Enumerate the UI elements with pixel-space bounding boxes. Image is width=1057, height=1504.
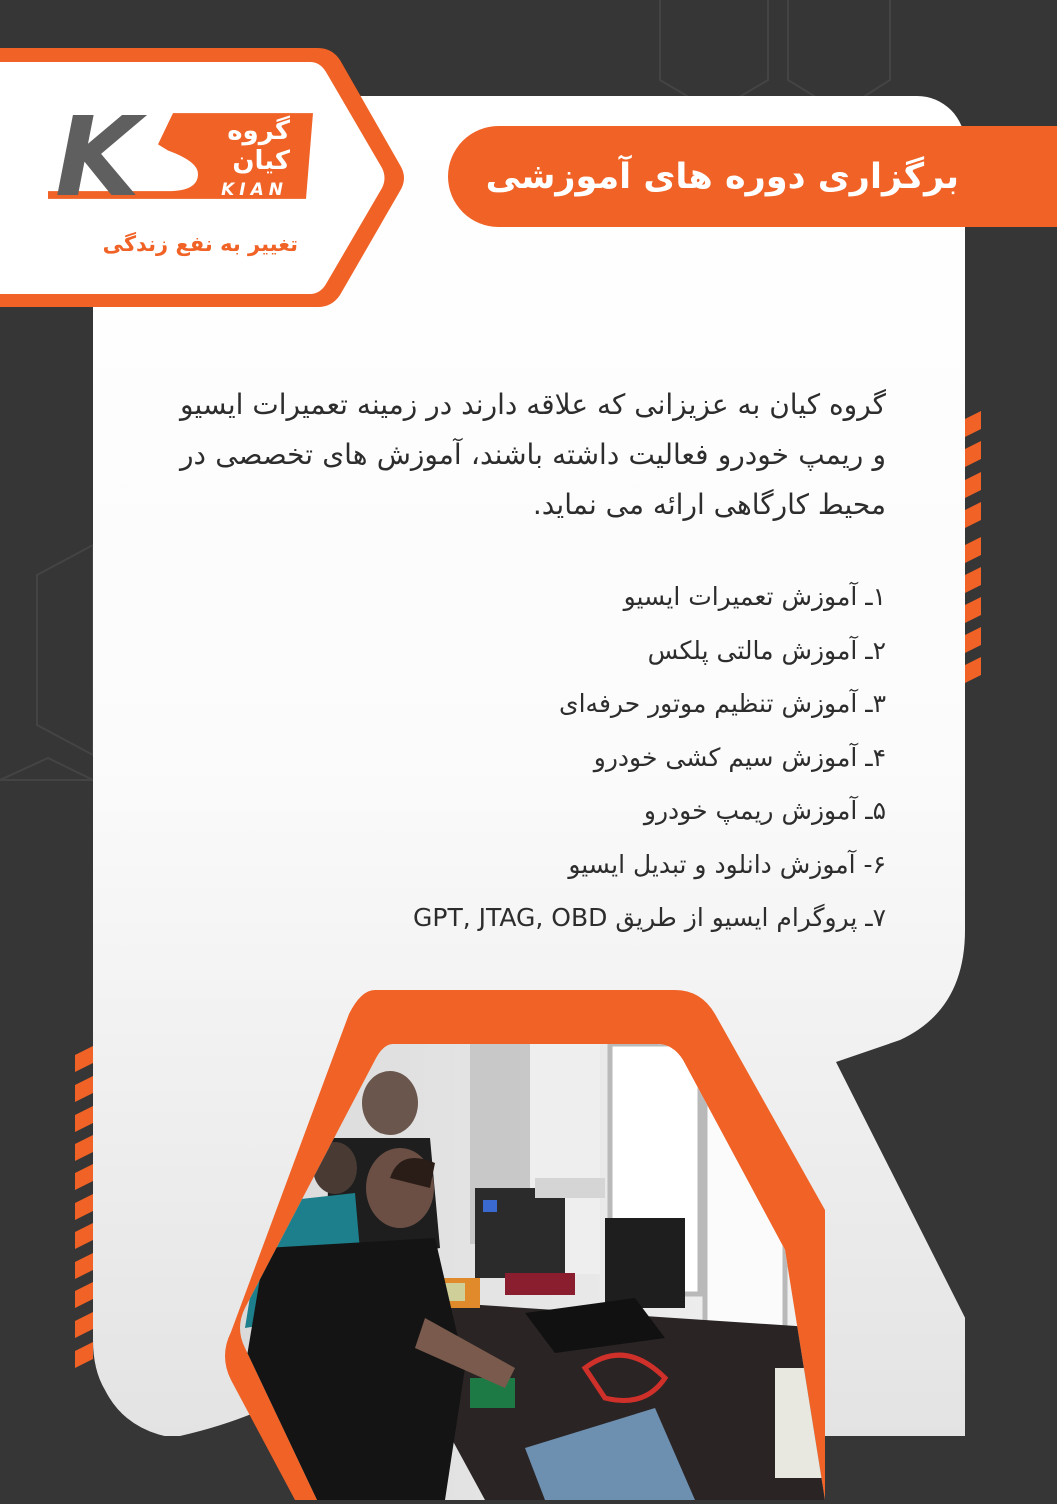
title-banner (448, 126, 1057, 227)
course-item: ۴ـ آموزش سیم کشی خودرو (593, 742, 886, 772)
intro-paragraph: گروه کیان به عزیزانی که علاقه دارند در زمینه تعمیرات ایسیو و ریمپ خودرو فعالیت داشته باشند، آموزش های تخصصی در محیط کارگاهی ارائه می نماید. (180, 388, 886, 521)
logo-name-fa-line1: گروه (227, 116, 290, 146)
logo-name-en-line2: GROUP (220, 199, 288, 219)
logo-name-fa-line2: کیان (232, 146, 290, 176)
course-item: ۳ـ آموزش تنظیم موتور حرفه‌ای (559, 689, 886, 718)
decorative-stripes-left (75, 1045, 95, 1375)
page-title: برگزاری دوره های آموزشی (485, 156, 959, 197)
course-list (300, 570, 886, 945)
course-item: ۶- آموزش دانلود و تبدیل ایسیو (568, 849, 886, 879)
logo-tagline: تغییر به نفع زندگی (102, 232, 298, 256)
logo-name-en-line1: KIAN (221, 180, 288, 200)
logo-k-letter: K (55, 93, 137, 221)
course-item: ۲ـ آموزش مالتی پلکس (647, 635, 886, 665)
workshop-photo-frame (225, 988, 825, 1500)
workshop-photo (225, 988, 825, 1500)
course-item: ۵ـ آموزش ریمپ خودرو (643, 796, 886, 825)
course-item: ۱ـ آموزش تعمیرات ایسیو (623, 582, 886, 611)
decorative-stripes-right (965, 405, 985, 685)
course-item: ۷ـ پروگرام ایسیو از طریق GPT, JTAG, OBD (413, 903, 886, 932)
